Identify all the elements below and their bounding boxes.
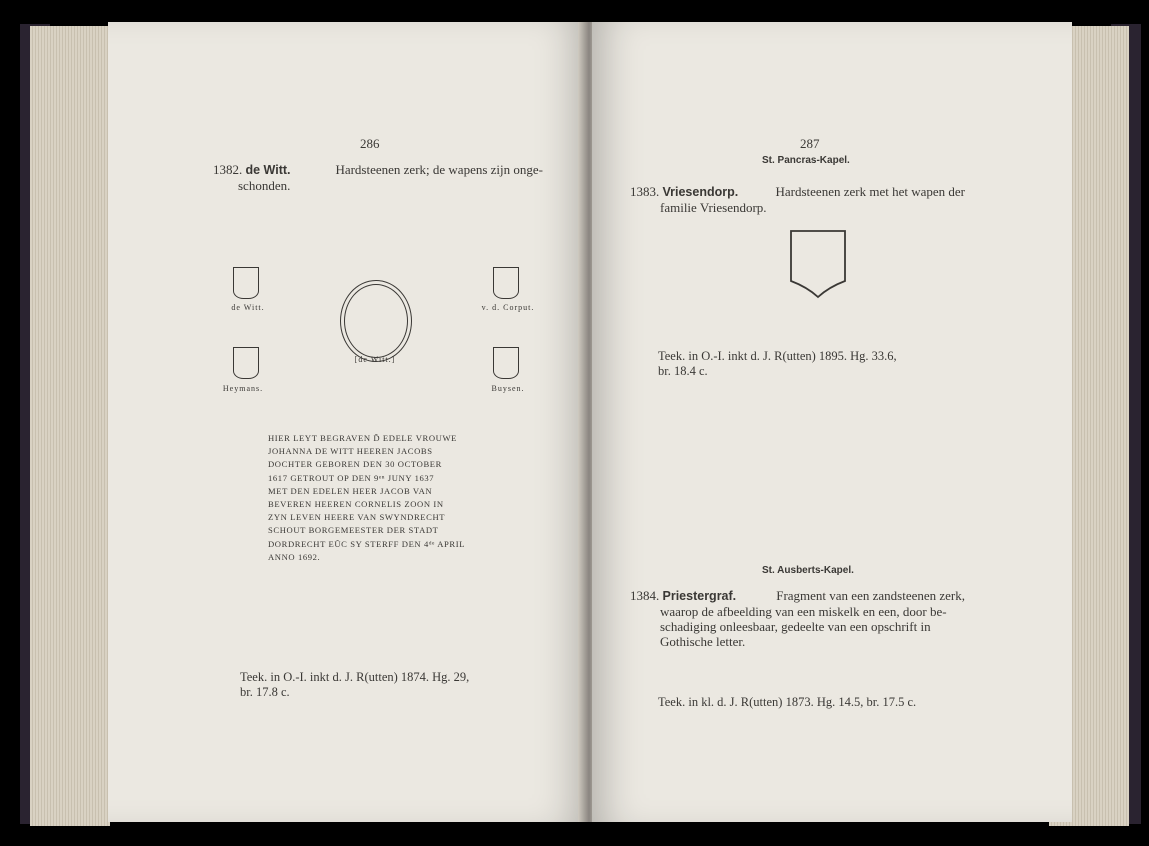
entry-description-cont: waarop de afbeelding van een miskelk en een, door be- [660, 604, 947, 619]
shield-label-buysen: Buysen. [491, 384, 525, 393]
entry-description: Hardsteenen zerk; de wapens zijn onge- [335, 162, 543, 177]
entry-description: Fragment van een zandsteenen zerk, [776, 588, 965, 603]
open-book [8, 14, 1141, 832]
inscription-line: MET DEN EDELEN HEER JACOB VAN [268, 485, 433, 496]
left-page-edges [30, 26, 110, 826]
caption-line: Teek. in O.-I. inkt d. J. R(utten) 1874. Hg. 29, [240, 670, 470, 684]
caption: Teek. in kl. d. J. R(utten) 1873. Hg. 14.5, br. 17.5 c. [658, 695, 917, 709]
page-number: 287 [800, 136, 820, 151]
inscription-line: ANNO 1692. [268, 551, 321, 562]
inscription-line: SCHOUT BORGEMEESTER DER STADT [268, 525, 439, 536]
shield-vriesendorp-icon [789, 229, 847, 299]
entry-description-cont: schonden. [238, 178, 291, 193]
inscription-line: DOCHTER GEBOREN DEN 30 OCTOBER [268, 459, 442, 470]
shield-label-corput: v. d. Corput. [481, 303, 535, 312]
inscription-line: BEVEREN HEEREN CORNELIS ZOON IN [268, 499, 444, 510]
shield-label-heymans: Heymans. [222, 384, 264, 393]
entry-description-cont: schadiging onleesbaar, gedeelte van een opschrift in [660, 619, 931, 634]
shield-de-witt-icon [233, 267, 259, 299]
entry-number: 1383. [630, 184, 660, 199]
entry-1384 [630, 588, 965, 649]
caption [658, 349, 963, 379]
entry-1382 [213, 162, 543, 193]
inscription-line: HIER LEYT BEGRAVEN D̃ EDELE VROUWE [268, 433, 458, 443]
entry-description: Hardsteenen zerk met het wapen der [775, 184, 965, 199]
inscription-line: ZYN LEVEN HEERE VAN SWYNDRECHT [268, 512, 446, 523]
oval-escutcheon-inner-icon [344, 284, 408, 358]
caption-line: br. 17.8 c. [240, 685, 290, 699]
entry-description-cont: Gothische letter. [660, 634, 746, 649]
shield-corput-icon [493, 267, 519, 299]
entry-name: de Witt. [245, 163, 291, 177]
page-number: 286 [360, 136, 380, 151]
section-heading: St. Ausberts-Kapel. [762, 565, 854, 576]
section-heading: St. Pancras-Kapel. [762, 155, 850, 166]
shield-label-de-witt: de Witt. [231, 303, 265, 312]
inscription [268, 432, 465, 564]
caption-line: Teek. in O.-I. inkt d. J. R(utten) 1895. Hg. 33.6, [658, 349, 897, 363]
entry-number: 1382. [213, 162, 243, 177]
shield-heymans-icon [233, 347, 259, 379]
caption-line: br. 18.4 c. [658, 364, 708, 378]
inscription-line: DORDRECHT EŨC SY STERFF DEN 4ᵈᵉ APRIL [268, 538, 466, 549]
entry-number: 1384. [630, 588, 660, 603]
entry-description-cont: familie Vriesendorp. [660, 200, 767, 215]
entry-name: Vriesendorp. [662, 185, 739, 199]
caption [240, 670, 545, 700]
right-page [592, 22, 1072, 822]
left-page [108, 22, 586, 822]
shield-buysen-icon [493, 347, 519, 379]
inscription-line: JOHANNA DE WITT HEEREN JACOBS [268, 446, 433, 457]
inscription-line: 1617 GETROUT OP DEN 9ᵉⁿ JUNY 1637 [268, 472, 435, 483]
shield-label-center: [de Witt.] [354, 355, 396, 364]
entry-name: Priestergraf. [662, 589, 737, 603]
entry-1383 [630, 184, 965, 215]
